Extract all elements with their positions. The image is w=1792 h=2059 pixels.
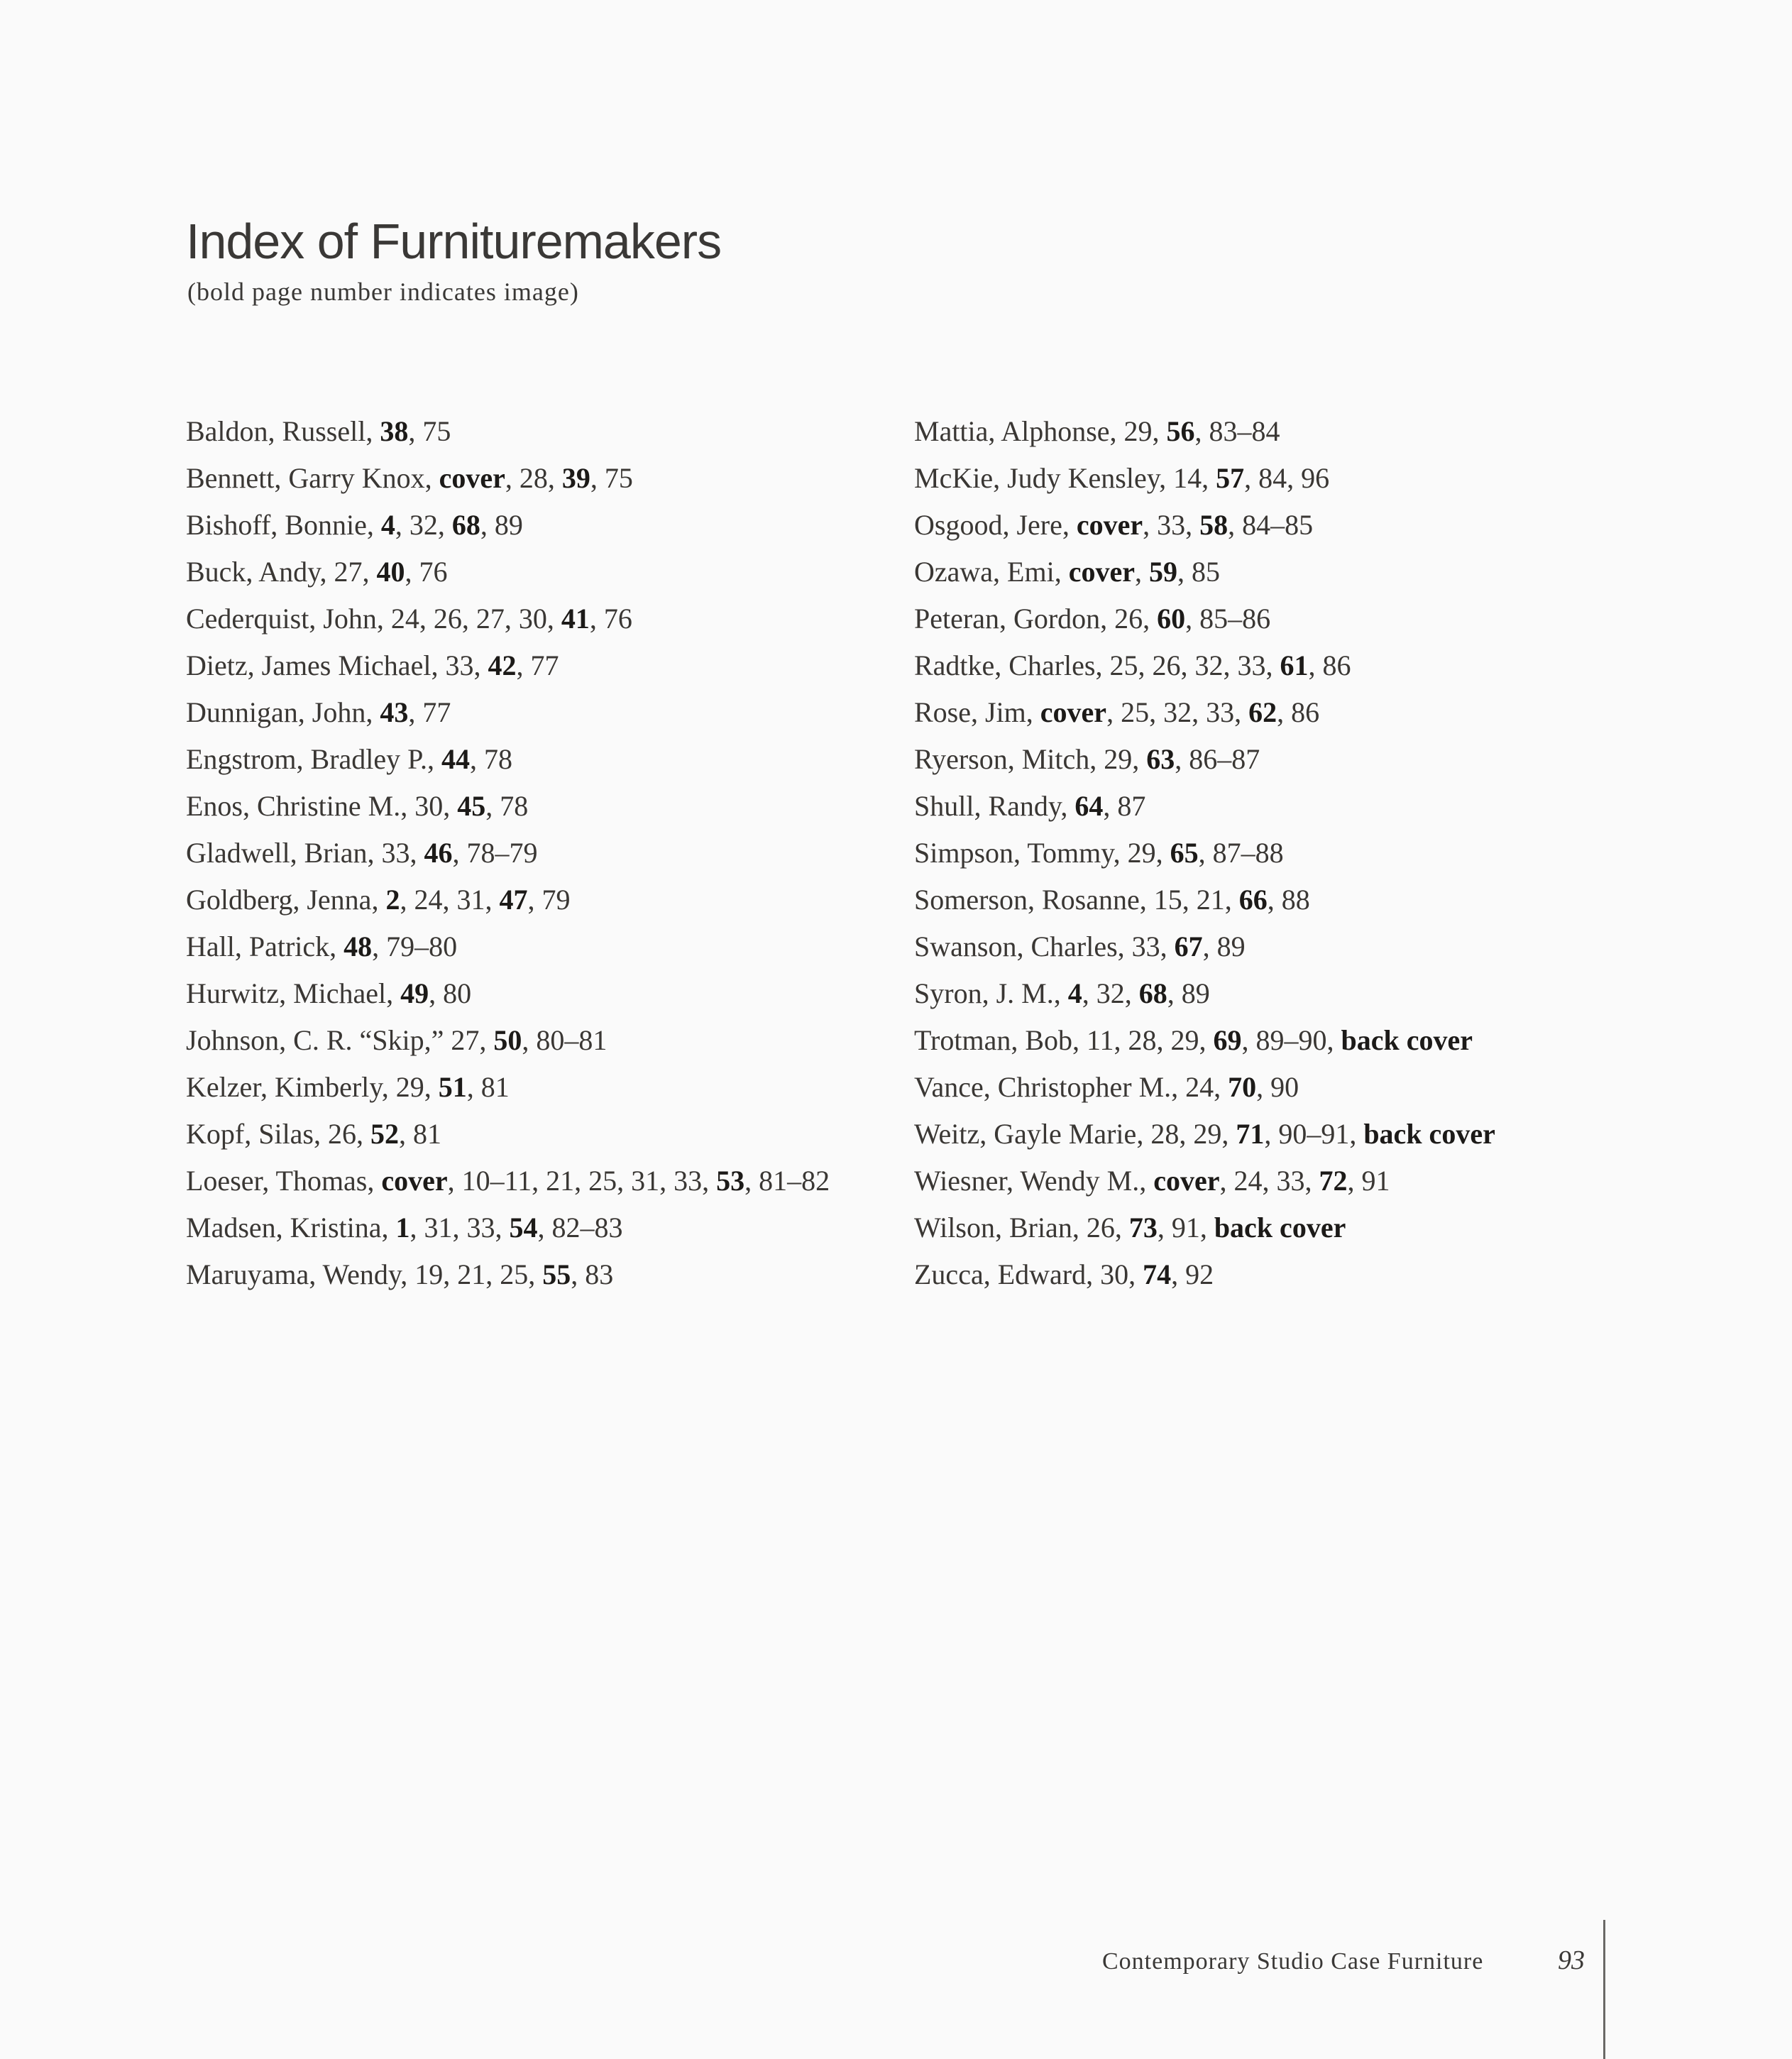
page-ref-image: 1	[395, 1212, 410, 1243]
page-ref: 87	[1117, 790, 1146, 822]
page-ref-image: 39	[561, 462, 590, 494]
page-ref-image: 64	[1074, 790, 1104, 822]
page-ref: 27	[476, 603, 505, 635]
page-ref: 96	[1301, 462, 1330, 494]
index-entry: Dunnigan, John, 43, 77	[186, 696, 451, 728]
entry-name: Osgood, Jere	[914, 509, 1062, 541]
page-ref: 33	[466, 1212, 495, 1243]
page-ref-image: 46	[424, 837, 453, 869]
page-ref: 33	[381, 837, 410, 869]
page-ref: 87–88	[1212, 837, 1284, 869]
page-ref: 81–82	[759, 1165, 830, 1197]
page-ref: 21	[546, 1165, 575, 1197]
index-entry: Hall, Patrick, 48, 79–80	[186, 930, 458, 962]
index-entry: Cederquist, John, 24, 26, 27, 30, 41, 76	[186, 603, 632, 635]
page-ref-image: cover	[381, 1165, 448, 1197]
entry-name: Buck, Andy	[186, 556, 320, 588]
index-entry: Trotman, Bob, 11, 28, 29, 69, 89–90, back cover	[914, 1024, 1473, 1056]
page-ref: 91	[1171, 1212, 1200, 1243]
page-ref-image: 72	[1319, 1165, 1348, 1197]
page-ref-image: 48	[343, 930, 373, 962]
page-ref: 89	[494, 509, 523, 541]
index-entry: Bishoff, Bonnie, 4, 32, 68, 89	[186, 509, 523, 541]
entry-name: Mattia, Alphonse	[914, 415, 1110, 447]
index-entry: Swanson, Charles, 33, 67, 89	[914, 930, 1246, 962]
page-ref: 88	[1281, 884, 1310, 916]
page-ref: 26	[328, 1118, 356, 1150]
page-ref: 10–11	[461, 1165, 532, 1197]
index-entry: Dietz, James Michael, 33, 42, 77	[186, 649, 559, 681]
page-ref-image: 61	[1280, 649, 1309, 681]
entry-name: Madsen, Kristina	[186, 1212, 382, 1243]
entry-name: Bishoff, Bonnie	[186, 509, 367, 541]
entry-name: Shull, Randy	[914, 790, 1061, 822]
page-ref: 85	[1191, 556, 1220, 588]
page-ref: 26	[1086, 1212, 1115, 1243]
index-entry: Buck, Andy, 27, 40, 76	[186, 556, 448, 588]
page-ref: 26	[1152, 649, 1181, 681]
entry-name: Loeser, Thomas	[186, 1165, 368, 1197]
page-ref: 89–90	[1255, 1024, 1327, 1056]
page-ref-image: 58	[1199, 509, 1228, 541]
page-ref: 19	[414, 1258, 444, 1290]
index-entry: Simpson, Tommy, 29, 65, 87–88	[914, 837, 1284, 869]
page-ref-image: 4	[380, 509, 395, 541]
index-entry: McKie, Judy Kensley, 14, 57, 84, 96	[914, 462, 1330, 494]
page-ref: 79	[542, 884, 571, 916]
page-ref: 78	[483, 743, 512, 775]
page-ref-image: 68	[1138, 977, 1167, 1009]
page-ref: 25	[1121, 696, 1150, 728]
index-entry: Ryerson, Mitch, 29, 63, 86–87	[914, 743, 1260, 775]
page-ref: 76	[419, 556, 448, 588]
page-ref: 28	[519, 462, 548, 494]
entry-name: Dunnigan, John	[186, 696, 366, 728]
page-ref-image: 59	[1148, 556, 1177, 588]
page-ref: 29	[1104, 743, 1133, 775]
page-ref: 29	[1127, 837, 1156, 869]
page-ref: 83–84	[1209, 415, 1280, 447]
page-ref: 25	[1109, 649, 1138, 681]
entry-name: Ozawa, Emi	[914, 556, 1055, 588]
page-ref: 24	[390, 603, 419, 635]
page-ref: 85–86	[1199, 603, 1271, 635]
page-ref-image: 62	[1248, 696, 1277, 728]
page-ref-image: 43	[380, 696, 409, 728]
page-ref-image: back cover	[1363, 1118, 1495, 1150]
page-ref-image: back cover	[1341, 1024, 1473, 1056]
entry-name: Weitz, Gayle Marie	[914, 1118, 1137, 1150]
page-ref: 84–85	[1242, 509, 1314, 541]
entry-name: McKie, Judy Kensley	[914, 462, 1160, 494]
page-ref-image: 2	[385, 884, 400, 916]
page-ref-image: 47	[499, 884, 528, 916]
index-entry: Zucca, Edward, 30, 74, 92	[914, 1258, 1214, 1290]
entry-name: Maruyama, Wendy	[186, 1258, 401, 1290]
index-entry: Peteran, Gordon, 26, 60, 85–86	[914, 603, 1271, 635]
page-ref-image: 56	[1166, 415, 1195, 447]
page-ref: 27	[451, 1024, 480, 1056]
index-entry: Osgood, Jere, cover, 33, 58, 84–85	[914, 509, 1314, 541]
page-ref: 24	[1233, 1165, 1263, 1197]
page-ref: 86–87	[1189, 743, 1260, 775]
index-entry: Ozawa, Emi, cover, 59, 85	[914, 556, 1220, 588]
page-ref: 75	[422, 415, 451, 447]
entry-name: Ryerson, Mitch	[914, 743, 1090, 775]
entry-name: Vance, Christopher M.	[914, 1071, 1172, 1103]
page-ref: 81	[413, 1118, 441, 1150]
page-ref-image: 41	[561, 603, 590, 635]
page-ref-image: 71	[1236, 1118, 1265, 1150]
page-ref-image: back cover	[1214, 1212, 1346, 1243]
page-ref: 24	[414, 884, 443, 916]
entry-name: Engstrom, Bradley P.	[186, 743, 427, 775]
page-ref: 78	[500, 790, 529, 822]
page-ref: 86	[1291, 696, 1320, 728]
page-ref: 33	[1157, 509, 1186, 541]
page-ref-image: 65	[1170, 837, 1199, 869]
entry-name: Trotman, Bob	[914, 1024, 1073, 1056]
page-ref: 33	[1237, 649, 1266, 681]
index-entry: Wiesner, Wendy M., cover, 24, 33, 72, 91	[914, 1165, 1390, 1197]
page-ref: 29	[1170, 1024, 1199, 1056]
page-ref-image: 4	[1067, 977, 1082, 1009]
entry-name: Rose, Jim	[914, 696, 1026, 728]
page-ref: 75	[604, 462, 633, 494]
page-ref: 31	[424, 1212, 453, 1243]
entry-name: Simpson, Tommy	[914, 837, 1114, 869]
page-ref: 30	[518, 603, 547, 635]
entry-name: Wilson, Brian	[914, 1212, 1072, 1243]
page-ref-image: 51	[438, 1071, 467, 1103]
page-ref-image: 49	[400, 977, 429, 1009]
page-ref: 11	[1087, 1024, 1114, 1056]
page-ref: 33	[1131, 930, 1160, 962]
index-entry: Enos, Christine M., 30, 45, 78	[186, 790, 529, 822]
page-ref: 89	[1216, 930, 1246, 962]
entry-name: Bennett, Garry Knox	[186, 462, 425, 494]
entry-name: Zucca, Edward	[914, 1258, 1087, 1290]
page-ref-image: 73	[1128, 1212, 1158, 1243]
page-ref: 33	[445, 649, 474, 681]
entry-name: Wiesner, Wendy M.	[914, 1165, 1140, 1197]
page-ref: 25	[500, 1258, 529, 1290]
page-ref: 90–91	[1278, 1118, 1350, 1150]
page-ref-image: 44	[441, 743, 470, 775]
page-ref: 82–83	[551, 1212, 623, 1243]
page-ref: 90	[1270, 1071, 1299, 1103]
page-ref: 25	[588, 1165, 617, 1197]
page-ref: 80	[443, 977, 472, 1009]
index-column-left	[186, 408, 839, 1298]
entry-name: Kopf, Silas	[186, 1118, 314, 1150]
entry-name: Peteran, Gordon	[914, 603, 1101, 635]
index-entry: Rose, Jim, cover, 25, 32, 33, 62, 86	[914, 696, 1320, 728]
entry-name: Gladwell, Brian	[186, 837, 368, 869]
footer-page-number: 93	[1558, 1945, 1585, 1975]
page-ref-image: 68	[451, 509, 480, 541]
page-ref: 86	[1322, 649, 1351, 681]
index-entry: Bennett, Garry Knox, cover, 28, 39, 75	[186, 462, 633, 494]
index-entry: Syron, J. M., 4, 32, 68, 89	[914, 977, 1210, 1009]
entry-name: Baldon, Russell	[186, 415, 366, 447]
entry-name: Johnson, C. R. “Skip,”	[186, 1024, 444, 1056]
index-entry: Gladwell, Brian, 33, 46, 78–79	[186, 837, 538, 869]
index-entry: Madsen, Kristina, 1, 31, 33, 54, 82–83	[186, 1212, 623, 1243]
page-ref: 77	[422, 696, 451, 728]
page-ref: 24	[1185, 1071, 1214, 1103]
entry-name: Hall, Patrick	[186, 930, 330, 962]
index-entry: Kelzer, Kimberly, 29, 51, 81	[186, 1071, 510, 1103]
page-ref: 32	[1194, 649, 1224, 681]
page-title: Index of Furnituremakers	[186, 214, 722, 269]
page-ref-image: 67	[1174, 930, 1203, 962]
index-entry: Kopf, Silas, 26, 52, 81	[186, 1118, 441, 1150]
entry-name: Swanson, Charles	[914, 930, 1118, 962]
page-ref-image: cover	[1068, 556, 1135, 588]
page-ref: 91	[1361, 1165, 1390, 1197]
page-ref-image: 70	[1228, 1071, 1257, 1103]
page-ref: 31	[456, 884, 485, 916]
page-ref: 21	[1196, 884, 1225, 916]
index-entry: Mattia, Alphonse, 29, 56, 83–84	[914, 415, 1280, 447]
entry-name: Enos, Christine M.	[186, 790, 401, 822]
page-ref-image: cover	[1040, 696, 1107, 728]
footer-book-title: Contemporary Studio Case Furniture	[1102, 1948, 1484, 1975]
index-entry: Somerson, Rosanne, 15, 21, 66, 88	[914, 884, 1310, 916]
index-entry: Wilson, Brian, 26, 73, 91, back cover	[914, 1212, 1346, 1243]
index-entry: Vance, Christopher M., 24, 70, 90	[914, 1071, 1299, 1103]
margin-rule	[1603, 1920, 1605, 2059]
page-ref: 32	[1096, 977, 1125, 1009]
page-ref: 84	[1258, 462, 1287, 494]
page-ref: 76	[603, 603, 632, 635]
page-ref: 14	[1173, 462, 1202, 494]
page-ref-image: 38	[380, 415, 409, 447]
page-ref: 28	[1128, 1024, 1157, 1056]
page-ref-image: 60	[1157, 603, 1186, 635]
page-ref-image: 69	[1213, 1024, 1242, 1056]
page-ref-image: 50	[493, 1024, 522, 1056]
index-entry: Maruyama, Wendy, 19, 21, 25, 55, 83	[186, 1258, 614, 1290]
entry-name: Radtke, Charles	[914, 649, 1096, 681]
page-ref-image: 45	[457, 790, 486, 822]
entry-name: Hurwitz, Michael	[186, 977, 387, 1009]
index-entry: Loeser, Thomas, cover, 10–11, 21, 25, 31, 33, 53, 81–82	[186, 1165, 830, 1197]
page-ref: 81	[480, 1071, 510, 1103]
entry-name: Dietz, James Michael	[186, 649, 431, 681]
index-entry: Radtke, Charles, 25, 26, 32, 33, 61, 86	[914, 649, 1351, 681]
page-ref-image: cover	[439, 462, 505, 494]
entry-name: Kelzer, Kimberly	[186, 1071, 382, 1103]
index-column-right	[914, 408, 1624, 1298]
page-ref-image: 54	[509, 1212, 538, 1243]
page-ref: 32	[1163, 696, 1192, 728]
page-ref-image: cover	[1153, 1165, 1220, 1197]
page-ref: 21	[457, 1258, 486, 1290]
page-ref: 32	[409, 509, 438, 541]
page-ref: 29	[1123, 415, 1153, 447]
entry-name: Cederquist, John	[186, 603, 377, 635]
page-ref: 29	[1193, 1118, 1222, 1150]
page-ref: 92	[1185, 1258, 1214, 1290]
index-entry: Weitz, Gayle Marie, 28, 29, 71, 90–91, back cover	[914, 1118, 1495, 1150]
page-ref-image: 55	[542, 1258, 571, 1290]
page-ref: 27	[334, 556, 363, 588]
page-ref-image: 74	[1143, 1258, 1172, 1290]
page-ref: 29	[395, 1071, 424, 1103]
page-ref-image: 63	[1146, 743, 1175, 775]
page-ref: 30	[1100, 1258, 1129, 1290]
page-ref: 31	[631, 1165, 660, 1197]
page-ref-image: 40	[376, 556, 405, 588]
page-ref: 33	[1276, 1165, 1305, 1197]
page-ref: 28	[1150, 1118, 1180, 1150]
entry-name: Goldberg, Jenna	[186, 884, 372, 916]
page-ref: 80–81	[536, 1024, 608, 1056]
page-ref-image: 66	[1238, 884, 1268, 916]
page-ref: 33	[674, 1165, 703, 1197]
page-ref-image: 42	[488, 649, 517, 681]
index-entry: Baldon, Russell, 38, 75	[186, 415, 451, 447]
page-ref: 79–80	[386, 930, 458, 962]
page-ref: 15	[1153, 884, 1182, 916]
page-ref: 26	[1114, 603, 1143, 635]
entry-name: Syron, J. M.	[914, 977, 1054, 1009]
page-ref-image: 53	[716, 1165, 745, 1197]
page-ref: 78–79	[466, 837, 538, 869]
page-ref: 26	[433, 603, 462, 635]
page-ref: 77	[530, 649, 559, 681]
page-ref: 83	[585, 1258, 614, 1290]
page-ref: 30	[414, 790, 444, 822]
page-ref-image: cover	[1076, 509, 1143, 541]
index-entry: Hurwitz, Michael, 49, 80	[186, 977, 472, 1009]
entry-name: Somerson, Rosanne	[914, 884, 1140, 916]
page-subtitle: (bold page number indicates image)	[187, 278, 579, 306]
page-ref-image: 52	[370, 1118, 399, 1150]
index-entry: Shull, Randy, 64, 87	[914, 790, 1146, 822]
index-entry: Goldberg, Jenna, 2, 24, 31, 47, 79	[186, 884, 571, 916]
index-entry: Johnson, C. R. “Skip,” 27, 50, 80–81	[186, 1024, 608, 1056]
page-ref: 33	[1206, 696, 1235, 728]
page-ref-image: 57	[1216, 462, 1245, 494]
index-entry: Engstrom, Bradley P., 44, 78	[186, 743, 512, 775]
page-ref: 89	[1181, 977, 1210, 1009]
